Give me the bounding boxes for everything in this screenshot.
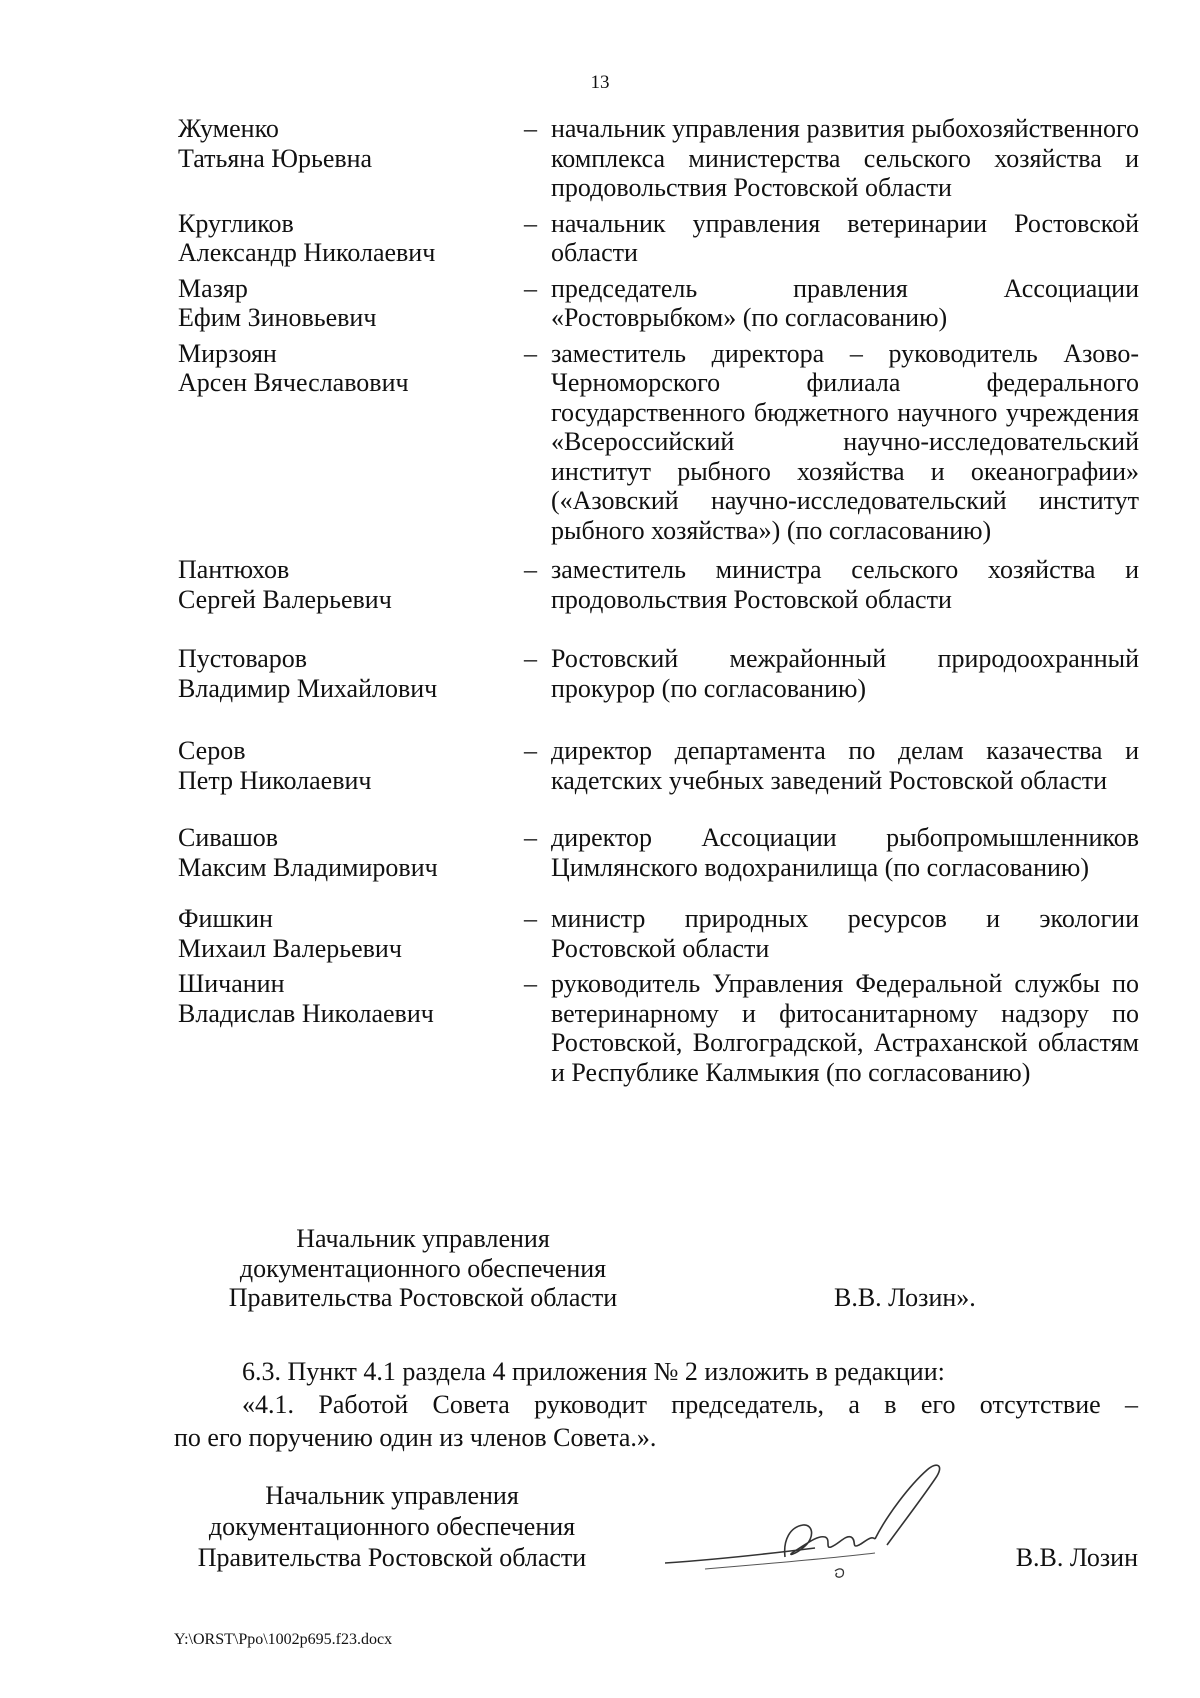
member-name (178, 339, 523, 398)
council-member-row (178, 823, 1138, 882)
signature-block-1 (178, 1224, 1138, 1313)
member-given-names: Максим Владимирович (178, 852, 438, 882)
amendment-paragraph: «4.1. Работой Совета руководит председатель, а в его отсутствие – (242, 1390, 1138, 1419)
handwritten-signature (665, 1445, 965, 1595)
member-surname: Мазяр (178, 273, 248, 303)
file-path-footer: Y:\ORST\Ppo\1002p695.f23.docx (174, 1631, 393, 1648)
member-name (178, 823, 523, 882)
member-name (178, 555, 523, 614)
signatory-title (172, 1480, 612, 1573)
member-name (178, 114, 523, 173)
member-given-names: Арсен Вячеславович (178, 368, 409, 397)
council-member-row (178, 736, 1138, 795)
council-member-row (178, 969, 1138, 1087)
member-name (178, 209, 523, 268)
member-dash: – (524, 969, 537, 998)
member-surname: Пустоваров (178, 644, 308, 673)
signatory-title-line: Правительства Ростовской области (228, 1283, 618, 1312)
member-position: председатель правления Ассоциации «Ростоврыбком» (по согласованию) (551, 273, 1139, 332)
amendment-paragraph: по его поручению один из членов Совета.». (174, 1423, 657, 1452)
signature-block-2 (172, 1480, 1138, 1573)
member-dash: – (524, 273, 537, 303)
member-dash: – (524, 114, 537, 143)
member-surname: Мирзоян (178, 338, 277, 368)
member-name (178, 736, 523, 795)
member-given-names: Петр Николаевич (178, 765, 372, 795)
signatory-title-line: Начальник управления (296, 1224, 550, 1253)
member-position: Ростовский межрайонный природоохранный прокурор (по согласованию) (551, 644, 1139, 703)
council-member-row (178, 114, 1138, 203)
member-name (178, 274, 523, 333)
member-given-names: Михаил Валерьевич (178, 933, 402, 963)
member-surname: Фишкин (178, 904, 273, 933)
signatory-name: В.В. Лозин (1015, 1543, 1138, 1572)
member-position: начальник управления ветеринарии Ростовской области (551, 208, 1139, 267)
member-name (178, 904, 523, 963)
council-member-row (178, 274, 1138, 333)
member-dash: – (524, 208, 537, 238)
member-position: заместитель директора – руководитель Азово-Черноморского филиала федерального государственного бюджетного научного учреждения «Всероссийский научно-исследовательский институт рыбного хозяйства и океанографии» («Азовский научно-исследовательский институт рыбного хозяйства») (по согласованию) (551, 338, 1139, 545)
member-surname: Жуменко (178, 114, 279, 143)
amendment-paragraph: 6.3. Пункт 4.1 раздела 4 приложения № 2 изложить в редакции: (242, 1357, 945, 1386)
member-position: начальник управления развития рыбохозяйственного комплекса министерства сельского хозяйства и продовольствия Ростовской области (551, 114, 1139, 202)
member-surname: Шичанин (178, 969, 285, 998)
signatory-name: В.В. Лозин». (834, 1283, 976, 1312)
member-dash: – (524, 644, 537, 673)
page-number: 13 (590, 72, 610, 93)
member-dash: – (524, 736, 537, 765)
council-member-row (178, 904, 1138, 963)
council-member-row (178, 339, 1138, 546)
member-surname: Серов (178, 736, 246, 765)
member-surname: Пантюхов (178, 555, 290, 584)
member-given-names: Ефим Зиновьевич (178, 303, 377, 332)
signatory-title-line: документационного обеспечения (208, 1512, 576, 1541)
member-name (178, 969, 523, 1028)
amendment-text (174, 1355, 1138, 1454)
member-surname: Кругликов (178, 208, 294, 238)
member-name (178, 644, 523, 703)
council-member-row (178, 555, 1138, 614)
council-member-row (178, 209, 1138, 268)
member-position: заместитель министра сельского хозяйства и продовольствия Ростовской области (551, 555, 1139, 614)
member-given-names: Татьяна Юрьевна (178, 143, 373, 173)
member-position: министр природных ресурсов и экологии Ростовской области (551, 904, 1139, 963)
signatory-title-line: документационного обеспечения (239, 1253, 607, 1283)
member-position: директор Ассоциации рыбопромышленников Цимлянского водохранилища (по согласованию) (551, 823, 1139, 882)
member-given-names: Владислав Николаевич (178, 998, 434, 1028)
member-dash: – (524, 555, 537, 584)
member-dash: – (524, 338, 537, 368)
member-given-names: Владимир Михайлович (178, 673, 438, 703)
council-member-row (178, 644, 1138, 703)
signatory-title-line: Начальник управления (265, 1481, 519, 1510)
signatory-title (178, 1224, 668, 1313)
member-dash: – (524, 823, 537, 852)
member-given-names: Сергей Валерьевич (178, 584, 392, 614)
member-given-names: Александр Николаевич (178, 238, 436, 267)
member-position: руководитель Управления Федеральной службы по ветеринарному и фитосанитарному надзору по Ростовской, Волгоградской, Астраханской областям и Республике Калмыкия (по согласованию) (551, 969, 1139, 1087)
council-members-list (178, 114, 1138, 1087)
member-position: директор департамента по делам казачества и кадетских учебных заведений Ростовской области (551, 736, 1139, 795)
member-dash: – (524, 904, 537, 933)
member-surname: Сивашов (178, 823, 279, 852)
signatory-title-line: Правительства Ростовской области (197, 1543, 587, 1572)
